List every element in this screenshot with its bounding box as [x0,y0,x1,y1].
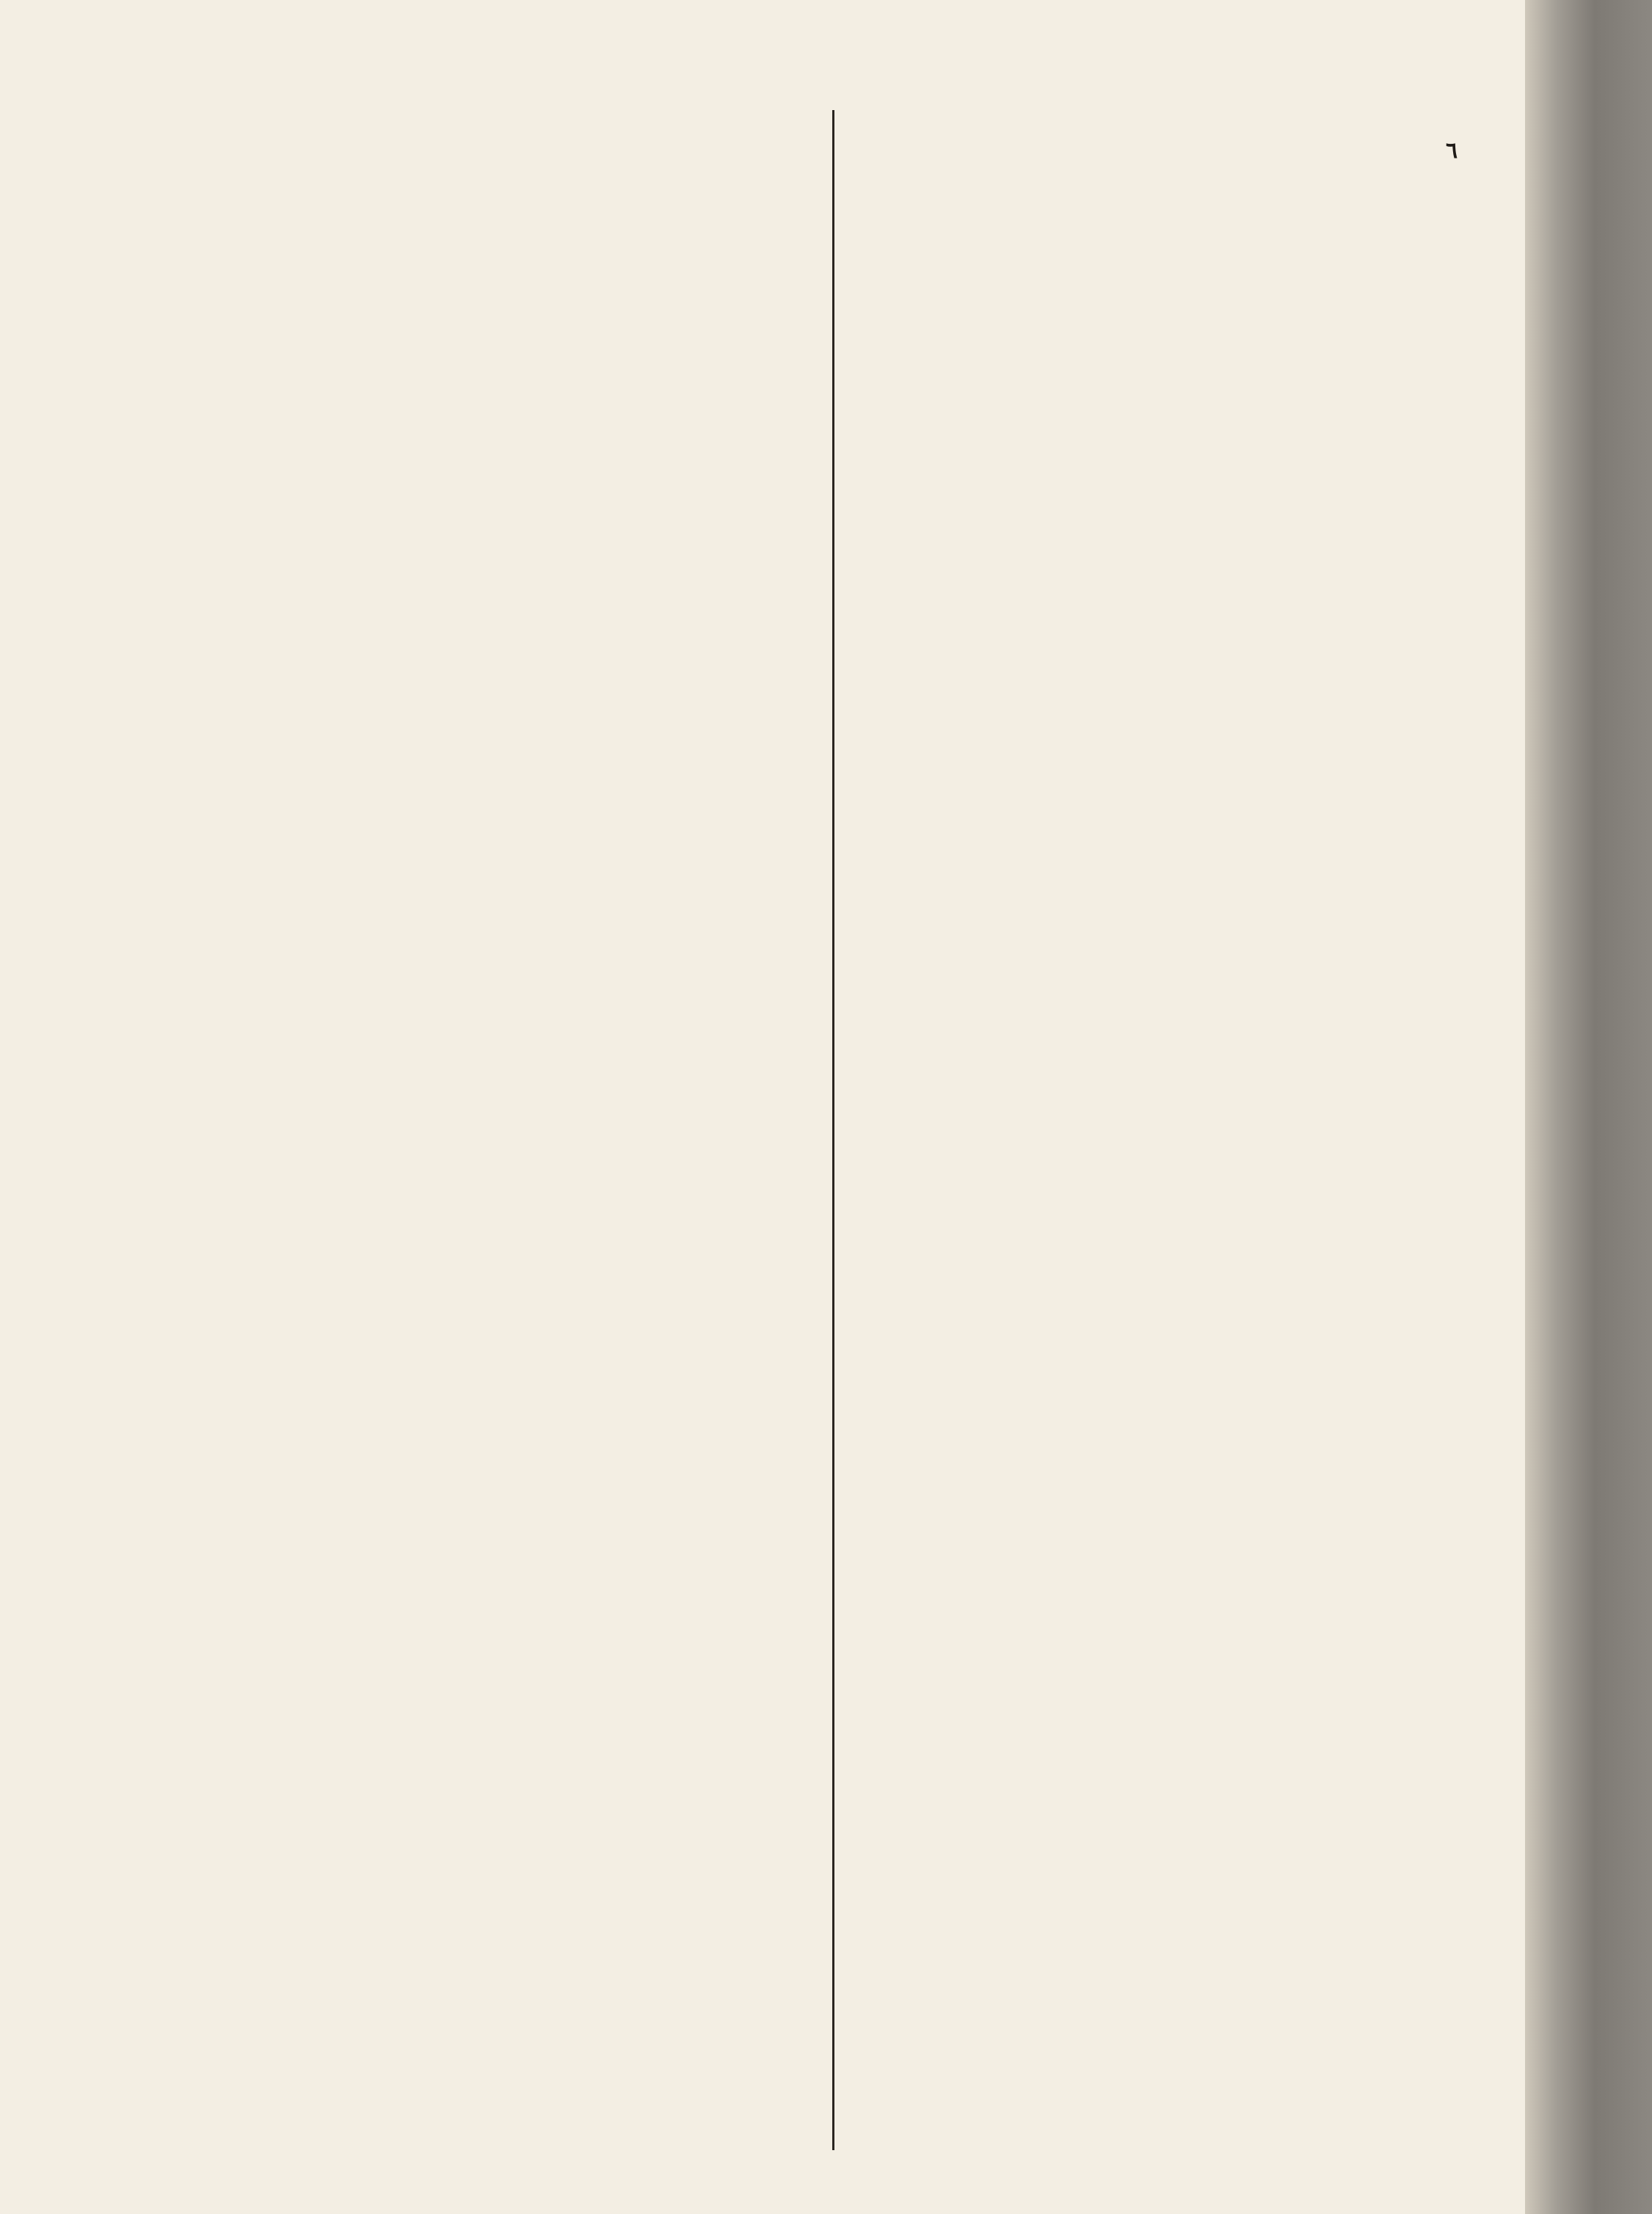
column-divider [832,110,834,2150]
right-column [860,103,1462,120]
margin-mark: ٦ [1446,138,1458,164]
left-column [197,103,813,112]
book-gutter-shadow [1525,0,1652,2214]
